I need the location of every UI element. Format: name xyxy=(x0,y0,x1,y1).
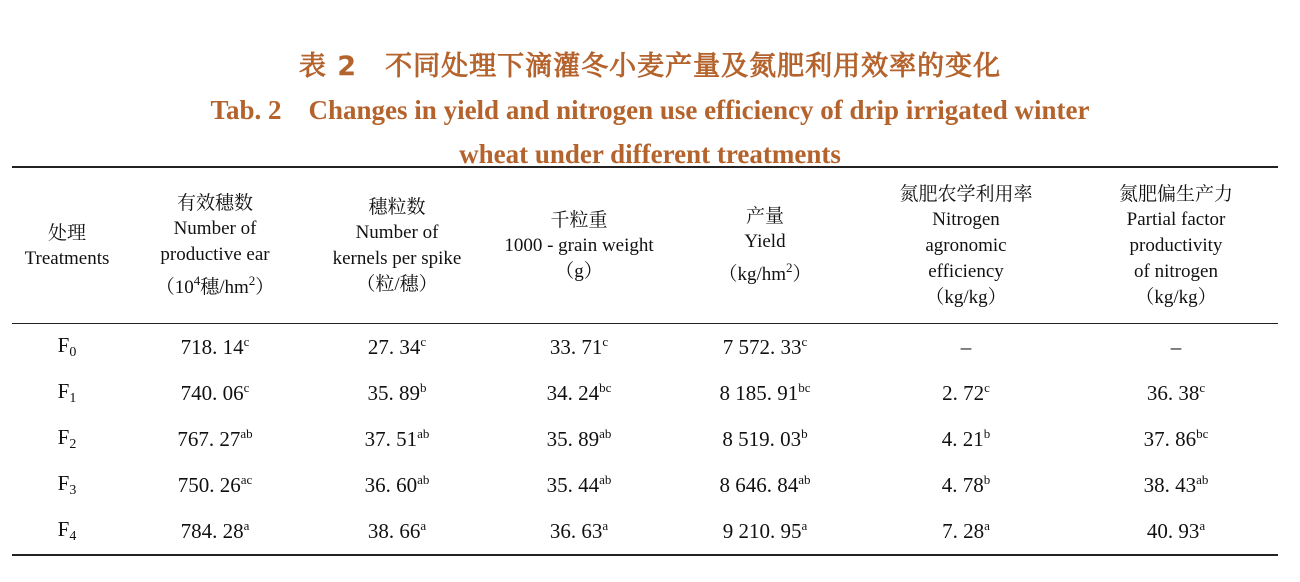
table-cell xyxy=(122,416,308,462)
table-cell xyxy=(672,416,858,462)
cell-value: 36. 60 xyxy=(364,473,418,497)
cell-value: 37. 86 xyxy=(1143,427,1197,451)
treatment-cell xyxy=(12,370,122,416)
table-row xyxy=(12,508,1278,555)
title-english-line-2: wheat under different treatments xyxy=(459,139,841,169)
significance-letter: a xyxy=(243,518,250,533)
significance-letter: b xyxy=(420,380,427,395)
title-english-line-1: Tab. 2 Changes in yield and nitrogen use efficiency of drip irrigated winter xyxy=(210,95,1090,125)
treatment-cell xyxy=(12,462,122,508)
table-cell xyxy=(308,370,486,416)
cell-value: 38. 66 xyxy=(367,519,421,543)
column-header-line: productive ear xyxy=(160,244,270,265)
cell-value: 35. 89 xyxy=(367,381,420,405)
cell-value: 38. 43 xyxy=(1143,473,1197,497)
column-header-line: （kg/kg） xyxy=(1135,286,1217,308)
table-cell xyxy=(858,324,1074,371)
table-cell xyxy=(672,508,858,555)
significance-letter: ab xyxy=(599,472,612,487)
cell-value: 7. 28 xyxy=(942,519,985,543)
significance-letter: b xyxy=(983,472,991,487)
significance-letter: ab xyxy=(798,472,811,487)
significance-letter: ab xyxy=(417,472,430,487)
table-cell xyxy=(1074,462,1278,508)
table-cell xyxy=(858,462,1074,508)
column-header xyxy=(12,167,122,324)
column-header-line: Yield xyxy=(744,231,786,252)
significance-letter: c xyxy=(1199,380,1206,395)
table-cell xyxy=(858,416,1074,462)
significance-letter: b xyxy=(983,426,991,441)
cell-value: 718. 14 xyxy=(180,335,244,359)
unit-text: ） xyxy=(792,264,812,285)
column-header-line: （kg/kg） xyxy=(925,286,1007,308)
cell-value: – xyxy=(1170,334,1182,359)
column-header-line: 有效穗数 xyxy=(176,192,253,214)
significance-letter: c xyxy=(801,334,808,349)
column-header-unit xyxy=(124,268,306,301)
results-table xyxy=(12,166,1278,556)
table-cell xyxy=(122,508,308,555)
column-header-line: Number of xyxy=(173,218,257,239)
column-header-unit xyxy=(674,255,856,288)
cell-value: 35. 44 xyxy=(546,473,600,497)
table-cell xyxy=(672,324,858,371)
table-cell xyxy=(672,370,858,416)
column-header-line: 产量 xyxy=(745,205,784,227)
significance-letter: b xyxy=(801,426,808,441)
table-cell xyxy=(486,324,672,371)
significance-letter: c xyxy=(420,334,427,349)
cell-value: 740. 06 xyxy=(180,381,244,405)
column-header xyxy=(486,167,672,324)
table-body xyxy=(12,324,1278,556)
cell-value: 9 210. 95 xyxy=(722,519,802,543)
cell-value: 8 646. 84 xyxy=(719,473,799,497)
table-cell xyxy=(486,508,672,555)
column-header-line: Nitrogen xyxy=(932,208,1000,230)
significance-letter: a xyxy=(420,518,427,533)
significance-letter: a xyxy=(602,518,609,533)
cell-value: 750. 26 xyxy=(177,473,241,497)
table-cell xyxy=(122,462,308,508)
unit-text: （10 xyxy=(155,277,194,298)
column-header-line: 处理 xyxy=(47,221,86,244)
treatment-subscript: 1 xyxy=(69,391,77,406)
unit-text: 穗/hm xyxy=(200,277,249,298)
column-header xyxy=(1074,167,1278,324)
column-header-line: 氮肥偏生产力 xyxy=(1118,182,1233,205)
table-cell xyxy=(486,370,672,416)
table-title-english xyxy=(0,88,1300,176)
unit-superscript: 4 xyxy=(193,273,201,288)
column-header-line: productivity xyxy=(1129,234,1223,256)
significance-letter: ab xyxy=(599,426,612,441)
table-cell xyxy=(1074,324,1278,371)
column-header xyxy=(122,167,308,324)
unit-superscript: 2 xyxy=(786,260,793,275)
table-row xyxy=(12,324,1278,371)
treatment-label: F xyxy=(57,471,70,495)
cell-value: 36. 63 xyxy=(549,519,603,543)
table-cell xyxy=(1074,416,1278,462)
cell-value: – xyxy=(960,334,972,359)
table-row xyxy=(12,462,1278,508)
significance-letter: ab xyxy=(417,426,430,441)
treatment-label: F xyxy=(57,425,70,449)
column-header xyxy=(308,167,486,324)
column-header-line: Partial factor xyxy=(1126,208,1226,230)
column-header-line: （g） xyxy=(555,260,603,282)
cell-value: 35. 89 xyxy=(546,427,600,451)
header-row xyxy=(12,167,1278,324)
significance-letter: c xyxy=(243,334,250,349)
significance-letter: ab xyxy=(240,426,253,441)
significance-letter: ab xyxy=(1196,472,1209,487)
table-cell xyxy=(486,462,672,508)
cell-value: 784. 28 xyxy=(180,519,244,543)
cell-value: 36. 38 xyxy=(1146,381,1200,405)
table-cell xyxy=(1074,370,1278,416)
table-row xyxy=(12,370,1278,416)
cell-value: 7 572. 33 xyxy=(722,335,802,359)
significance-letter: c xyxy=(602,334,609,349)
cell-value: 27. 34 xyxy=(367,335,421,359)
treatment-cell xyxy=(12,508,122,555)
cell-value: 34. 24 xyxy=(546,381,600,405)
table-cell xyxy=(122,324,308,371)
column-header-line: Treatments xyxy=(24,247,110,269)
treatment-label: F xyxy=(57,333,70,357)
treatment-label: F xyxy=(57,379,70,403)
table-cell xyxy=(858,508,1074,555)
significance-letter: bc xyxy=(1196,426,1209,441)
significance-letter: a xyxy=(984,518,990,533)
significance-letter: ac xyxy=(240,472,253,487)
column-header-line: agronomic xyxy=(925,234,1007,256)
table-cell xyxy=(1074,508,1278,555)
unit-superscript: 2 xyxy=(248,273,256,288)
treatment-cell xyxy=(12,324,122,371)
column-header-line: 1000 - grain weight xyxy=(504,234,654,256)
unit-text: ） xyxy=(255,277,275,298)
column-header-line: 穗粒数 xyxy=(368,195,426,218)
column-header-line: 氮肥农学利用率 xyxy=(899,182,1033,205)
treatment-label: F xyxy=(57,517,70,541)
significance-letter: bc xyxy=(798,380,811,395)
table-cell xyxy=(486,416,672,462)
treatment-subscript: 2 xyxy=(69,437,77,452)
significance-letter: a xyxy=(801,518,808,533)
significance-letter: c xyxy=(243,380,250,395)
treatment-subscript: 0 xyxy=(69,345,77,360)
cell-value: 33. 71 xyxy=(549,335,603,359)
cell-value: 767. 27 xyxy=(177,427,241,451)
column-header-line: of nitrogen xyxy=(1134,260,1218,282)
column-header xyxy=(858,167,1074,324)
table-cell xyxy=(308,416,486,462)
table-cell xyxy=(122,370,308,416)
significance-letter: a xyxy=(1199,518,1206,533)
cell-value: 4. 78 xyxy=(941,473,984,497)
cell-value: 8 519. 03 xyxy=(722,427,802,451)
column-header-line: 千粒重 xyxy=(550,208,608,231)
results-table-container xyxy=(12,166,1278,556)
table-cell xyxy=(672,462,858,508)
cell-value: 37. 51 xyxy=(364,427,418,451)
table-cell xyxy=(308,508,486,555)
table-row xyxy=(12,416,1278,462)
significance-letter: bc xyxy=(599,380,612,395)
table-title-chinese: 表 2 不同处理下滴灌冬小麦产量及氮肥利用效率的变化 xyxy=(298,51,1002,82)
unit-text: （kg/hm xyxy=(718,264,787,285)
table-cell xyxy=(308,462,486,508)
column-header-line: kernels per spike xyxy=(332,247,462,269)
column-header-line: Number of xyxy=(355,221,439,243)
cell-value: 4. 21 xyxy=(941,427,984,451)
column-header xyxy=(672,167,858,324)
treatment-subscript: 4 xyxy=(69,529,77,544)
cell-value: 2. 72 xyxy=(942,381,985,405)
column-header-line: （粒/穗） xyxy=(356,273,438,295)
cell-value: 40. 93 xyxy=(1146,519,1200,543)
treatment-subscript: 3 xyxy=(69,483,77,498)
table-cell xyxy=(858,370,1074,416)
treatment-cell xyxy=(12,416,122,462)
column-header-line: efficiency xyxy=(928,260,1004,282)
table-cell xyxy=(308,324,486,371)
cell-value: 8 185. 91 xyxy=(719,381,799,405)
significance-letter: c xyxy=(984,380,990,395)
